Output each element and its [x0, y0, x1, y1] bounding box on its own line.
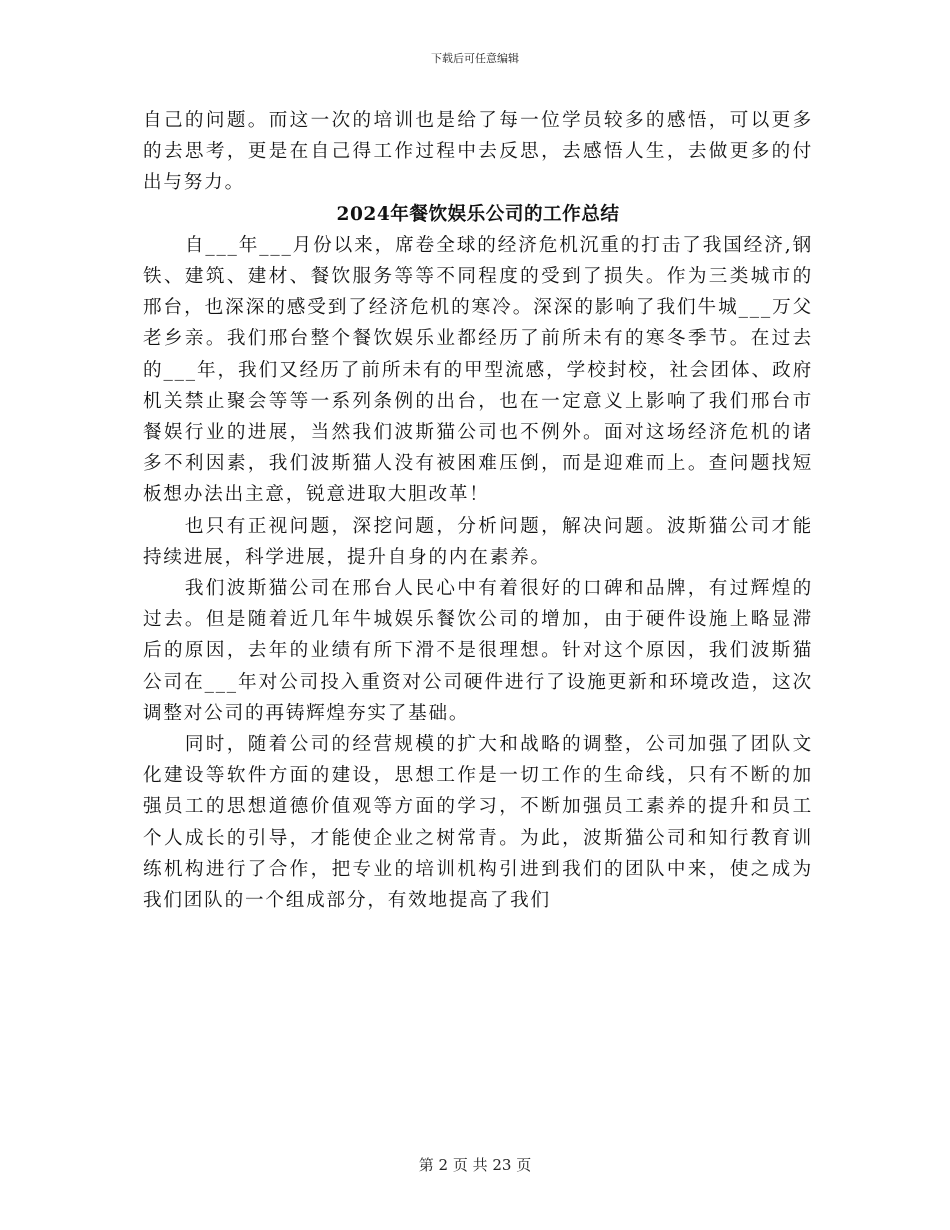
- page-header: 下载后可任意编辑: [431, 52, 519, 65]
- carryover-paragraph: 自己的问题。而这一次的培训也是给了每一位学员较多的感悟，可以更多的去思考，更是在自己得工作过程中去反思，去感悟人生，去做更多的付出与努力。: [143, 110, 813, 194]
- page-number: 第 2 页 共 23 页: [418, 1156, 532, 1174]
- section-title: 2024年餐饮娱乐公司的工作总结: [336, 203, 620, 225]
- paragraph-3: 我们波斯猫公司在邢台人民心中有着很好的口碑和品牌，有过辉煌的过去。但是随着近几年牛城娱乐餐饮公司的增加，由于硬件设施上略显滞后的原因，去年的业绩有所下滑不是很理想。针对这个原因，我们波斯猫公司在___年对公司投入重资对公司硬件进行了设施更新和环境改造，这次调整对公司的再铸辉煌夯实了基础。: [143, 578, 813, 724]
- document-body: [143, 105, 813, 916]
- paragraph-2: 也只有正视问题，深挖问题，分析问题，解决问题。波斯猫公司才能持续进展，科学进展，提升自身的内在素养。: [143, 515, 813, 568]
- paragraph-1: 自___年___月份以来，席卷全球的经济危机沉重的打击了我国经济,钢铁、建筑、建材、餐饮服务等等不同程度的受到了损失。作为三类城市的邢台，也深深的感受到了经济危机的寒冷。深深的影响了我们牛城___万父老乡亲。我们邢台整个餐饮娱乐业都经历了前所未有的寒冬季节。在过去的___年，我们又经历了前所未有的甲型流感，学校封校，社会团体、政府机关禁止聚会等等一系列条例的出台，也在一定意义上影响了我们邢台市餐娱行业的进展，当然我们波斯猫公司也不例外。面对这场经济危机的诸多不利因素，我们波斯猫人没有被困难压倒，而是迎难而上。查问题找短板想办法出主意，锐意进取大胆改革！: [143, 234, 813, 506]
- paragraph-4: 同时，随着公司的经营规模的扩大和战略的调整，公司加强了团队文化建设等软件方面的建设，思想工作是一切工作的生命线，只有不断的加强员工的思想道德价值观等方面的学习，不断加强员工素养的提升和员工个人成长的引导，才能使企业之树常青。为此，波斯猫公司和知行教育训练机构进行了合作，把专业的培训机构引进到我们的团队中来，使之成为我们团队的一个组成部分，有效地提高了我们: [143, 734, 813, 912]
